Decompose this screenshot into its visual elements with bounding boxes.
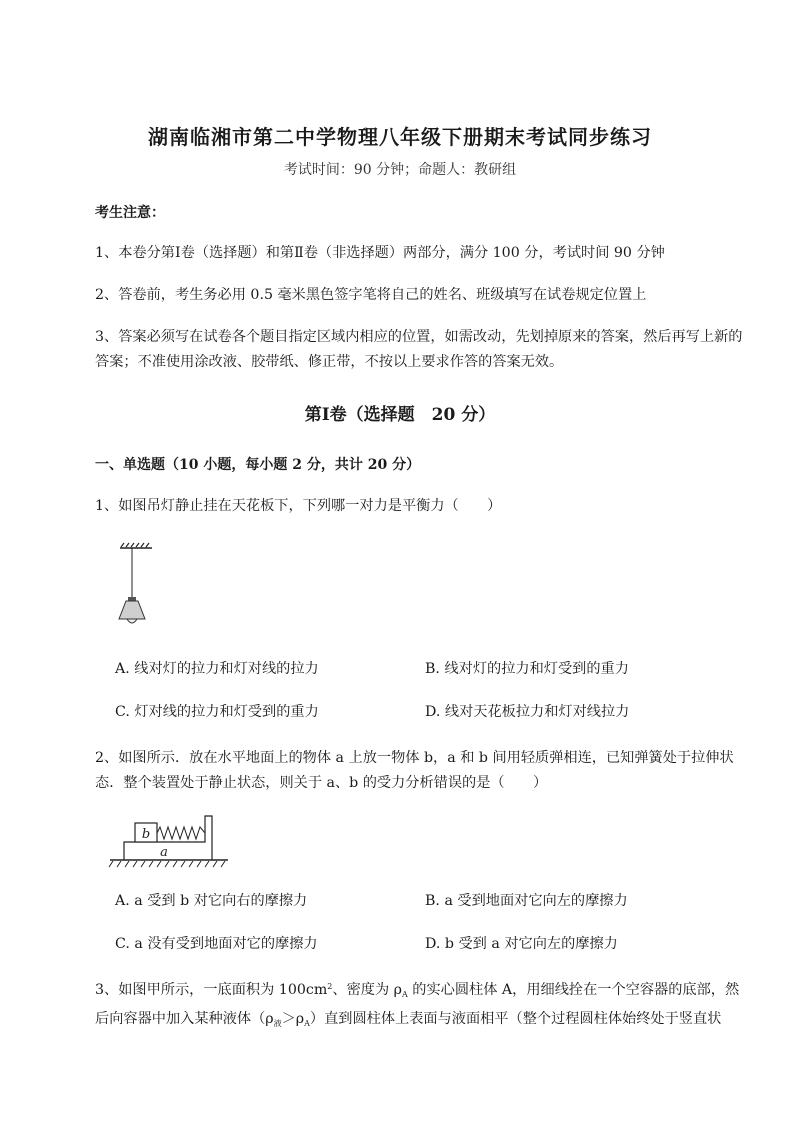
lamp-shade [119,601,145,619]
question-3-line-2: 后向容器中加入某种液体$(\rho_液>\rho_A)$直到圆柱体上表面与液面相平（整个过程圆柱体始终处于竖直状 [95,1011,722,1028]
block-a-label: a [160,845,168,860]
ceiling-hatch [121,543,149,547]
part-heading: 一、单选题（10 小题，每小题 2 分，共计 20 分） [95,457,421,473]
question-1-option-d[interactable]: D. 线对天花板拉力和灯对线拉力 [425,704,630,720]
question-2-option-c[interactable]: C. a 没有受到地面对它的摩擦力 [115,936,318,952]
block-b-label: b [141,827,151,842]
question-3-line-1: 3、如图甲所示，一底面积为 $100cm^2$、密度为 $\rho_A$ 的实心圆柱体 A，用细线拴在一个空容器的底部，然 [95,982,740,999]
exam-info: 考试时间：90 分钟；命题人：教研组 [283,162,517,178]
question-1-option-b[interactable]: B. 线对灯的拉力和灯受到的重力 [425,661,629,677]
question-2-option-a[interactable]: A. a 受到 b 对它向右的摩擦力 [115,893,308,909]
question-2-stem: 2、如图所示．放在水平地面上的物体 a 上放一物体 b，a 和 b 间用轻质弹相连，已知弹簧处于拉伸状态．整个装置处于静止状态，则关于 a、b 的受力分析错误的是（ ） [95,750,734,791]
question-2-option-d[interactable]: D. b 受到 a 对它向左的摩擦力 [425,936,618,952]
question-3-stem [95,974,755,1036]
question-1-stem: 1、如图吊灯静止挂在天花板下，下列哪一对力是平衡力（ ） [95,498,502,514]
page-title: 湖南临湘市第二中学物理八年级下册期末考试同步练习 [148,125,652,149]
lamp-cap [128,597,136,601]
section-title: 第Ⅰ卷（选择题 20 分） [304,405,496,425]
question-2-option-b[interactable]: B. a 受到地面对它向左的摩擦力 [425,893,628,909]
spring [157,827,205,839]
notice-heading: 考生注意： [95,205,165,221]
hanging-lamp-figure [112,542,160,632]
spring-blocks-figure [108,812,233,870]
lamp-bulb [127,619,137,623]
ground-hatch [109,861,225,867]
notice-item-3: 3、答案必须写在试卷各个题目指定区域内相应的位置，如需改动，先划掉原来的答案，然后再写上新的答案；不准使用涂改液、胶带纸、修正带，不按以上要求作答的答案无效。 [95,329,743,370]
notice-item-2: 2、答卷前，考生务必用 0.5 毫米黑色签字笔将自己的姓名、班级填写在试卷规定位置上 [95,287,647,303]
notice-item-1: 1、本卷分第Ⅰ卷（选择题）和第Ⅱ卷（非选择题）两部分，满分 100 分，考试时间 90 分钟 [95,245,665,261]
question-1-option-a[interactable]: A. 线对灯的拉力和灯对线的拉力 [115,661,319,677]
question-1-option-c[interactable]: C. 灯对线的拉力和灯受到的重力 [115,704,319,720]
